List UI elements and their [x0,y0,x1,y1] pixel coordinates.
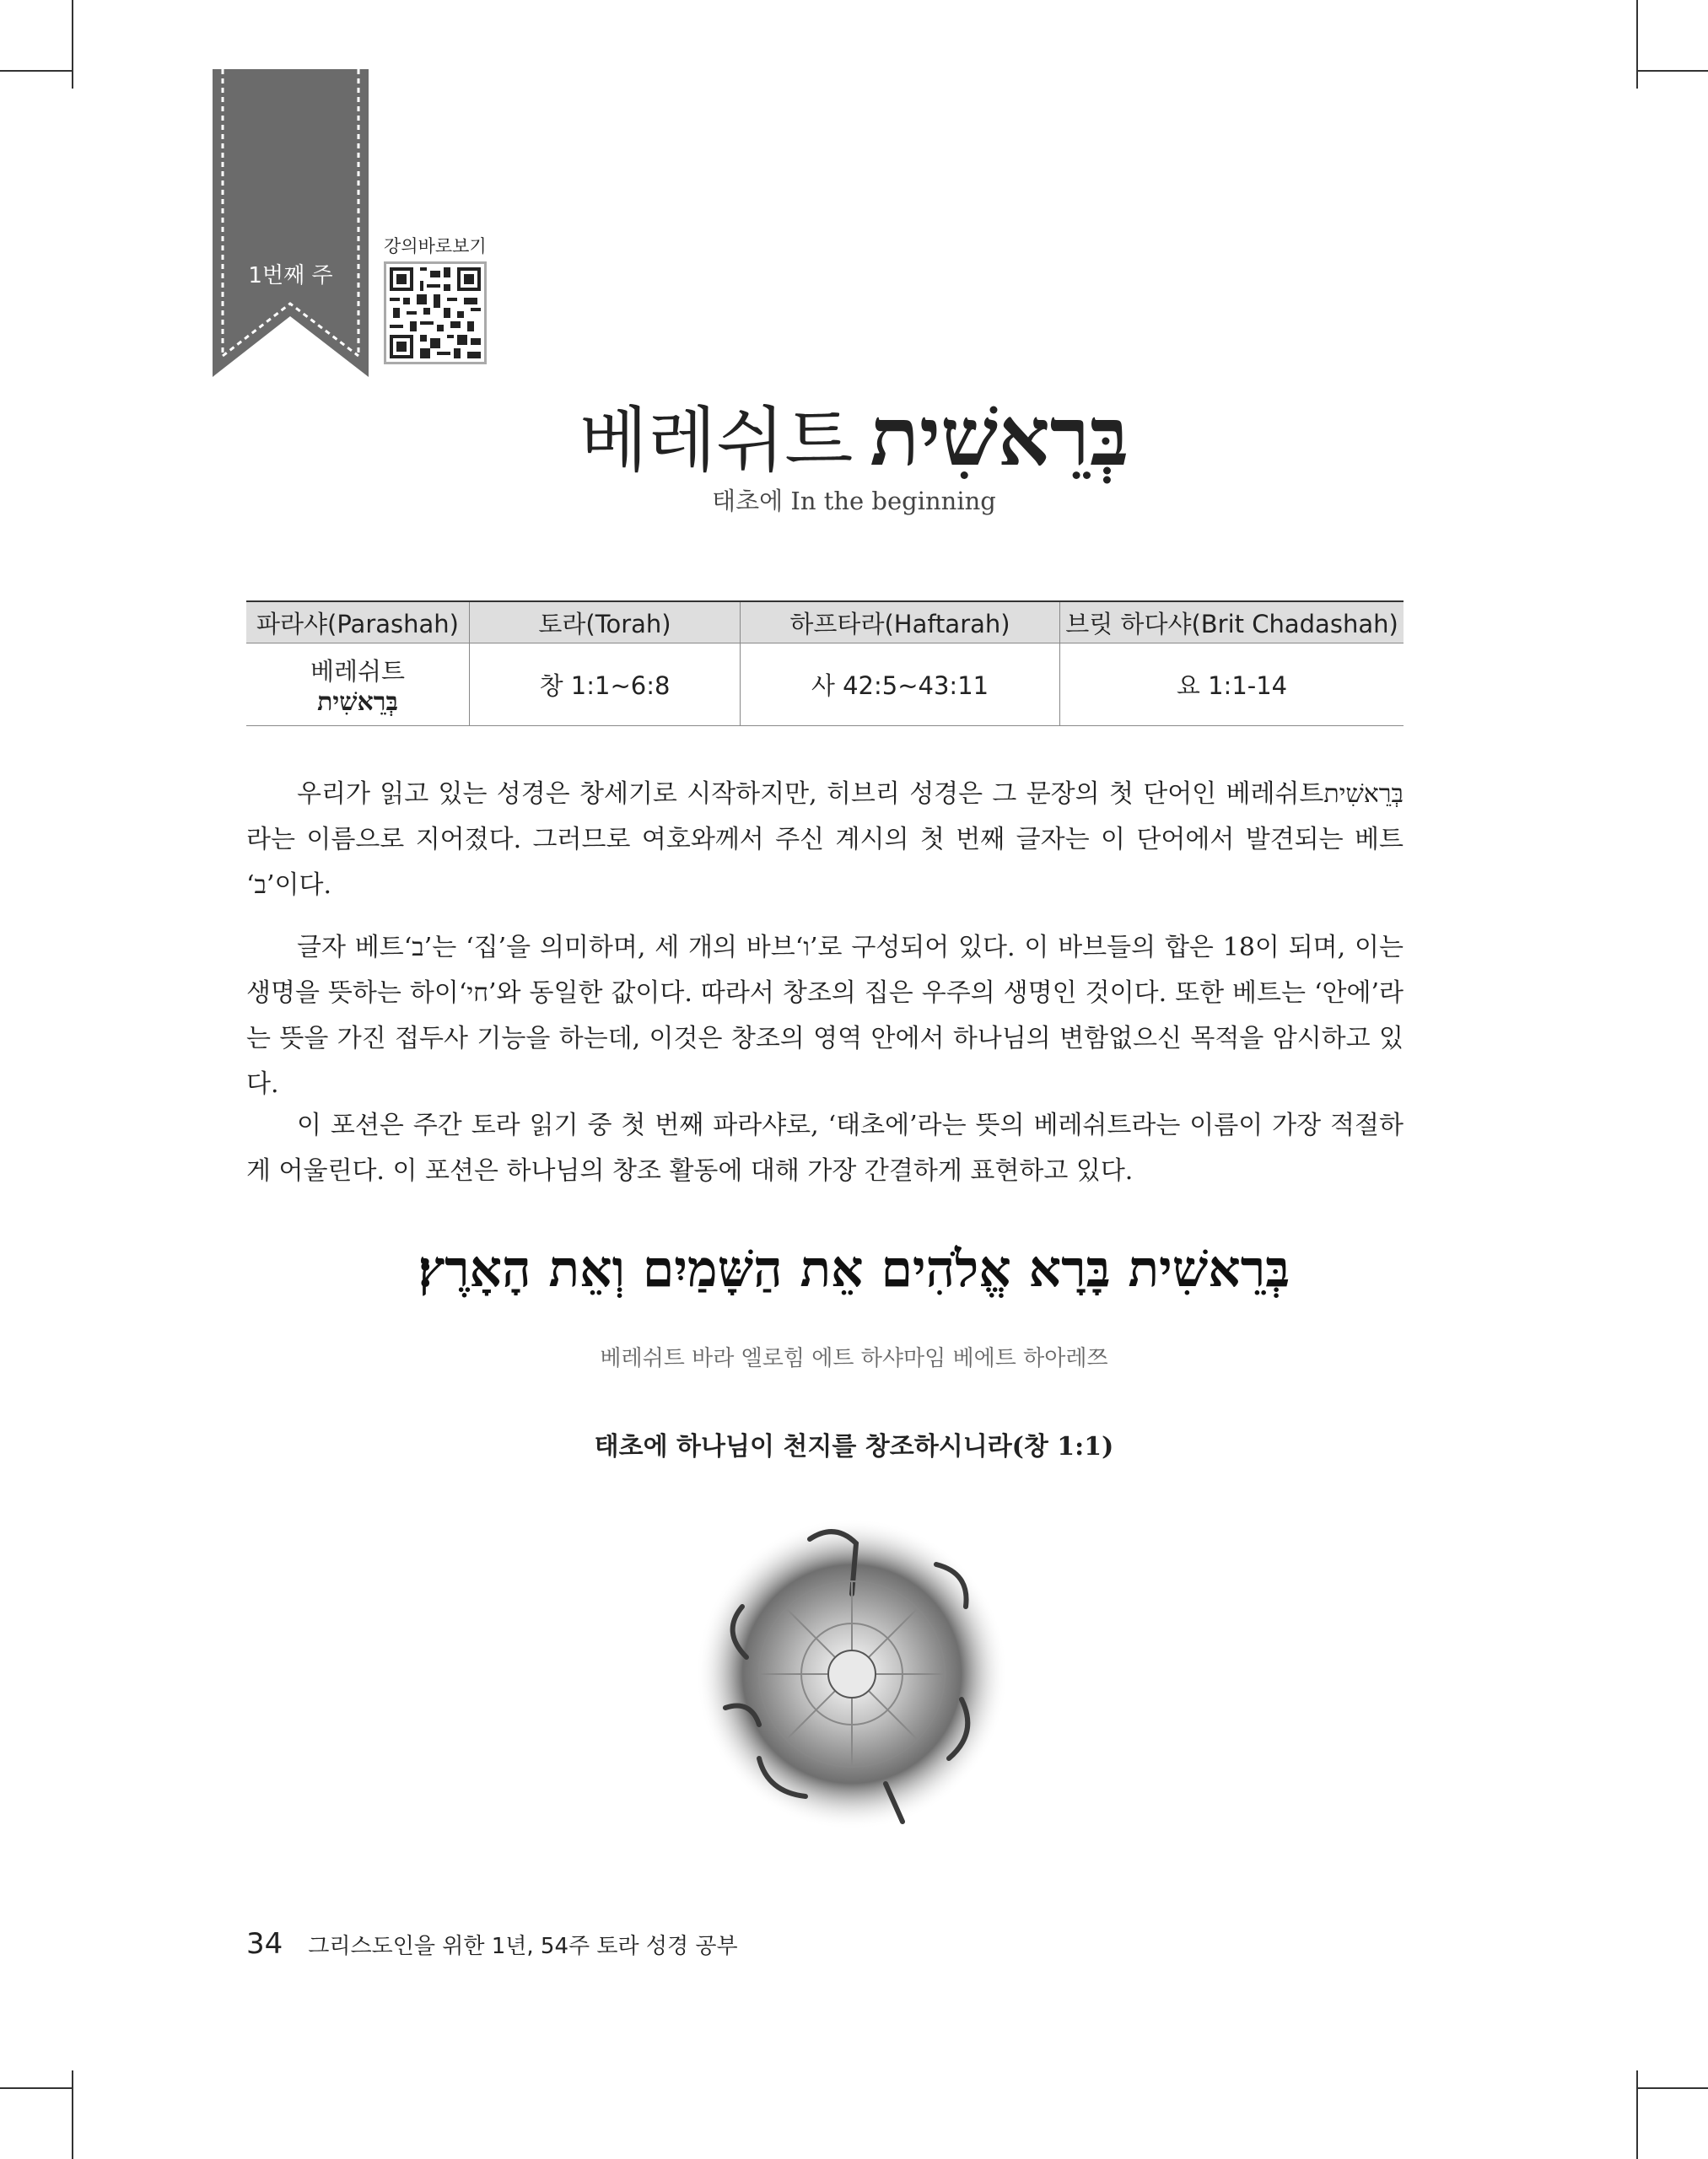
verse-hebrew: בְּרֵאשִׁית בָּרָא אֱלֹהִים אֵת הַשָּׁמַיִם וְאֵת הָאָרֶץ׃ [418,1240,1290,1299]
cell-parashah-hebrew: בְּרֵאשִׁית [317,686,398,717]
qr-code[interactable] [384,261,487,364]
table-row [246,643,1404,726]
header-torah: 토라(Torah) [470,601,741,643]
paragraph-2: 글자 베트‘ב’는 ‘집’을 의미하며, 세 개의 바브‘ו’로 구성되어 있다. 이 바브들의 합은 18이 되며, 이는 생명을 뜻하는 하이‘חי’와 동일한 값이다. 따라서 창조의 집은 우주의 생명인 것이다. 또한 베트는 ‘안에’라는 뜻을 가진 접두사 기능을 하는데, 이것은 창조의 영역 안에서 하나님의 변함없으신 목적을 암시하고 있다. [246,933,1404,1099]
page-title [0,384,1708,486]
header-haftarah: 하프타라(Haftarah) [741,601,1060,643]
crop-mark-bl-h [0,2087,72,2089]
cell-haftarah: 사 42:5~43:11 [741,643,1060,726]
cell-brit: 요 1:1-14 [1060,643,1404,726]
paragraph-3: 이 포션은 주간 토라 읽기 중 첫 번째 파라샤로, ‘태초에’라는 뜻의 베레쉬트라는 이름이 가장 적절하게 어울린다. 이 포션은 하나님의 창조 활동에 대해 가장 간결하게 표현하고 있다. [246,1111,1404,1186]
paragraph-1: 우리가 읽고 있는 성경은 창세기로 시작하지만, 히브리 성경은 그 문장의 첫 단어인 베레쉬트בְּרֵאשִׁית라는 이름으로 지어졌다. 그러므로 여호와께서 주신 계시의 첫 번째 글자는 이 단어에서 발견되는 베트 ‘ב’이다. [246,779,1404,900]
crop-mark-tr-h [1636,70,1708,72]
header-parashah: 파라샤(Parashah) [246,601,470,643]
title-hebrew: בְּרֵאשִׁית [870,389,1129,484]
page-number: 34 [246,1927,283,1961]
crop-mark-tl-h [0,70,72,72]
cell-parashah [246,643,470,726]
cell-torah: 창 1:1~6:8 [470,643,741,726]
creation-illustration [683,1505,1021,1843]
header-brit: 브릿 하다샤(Brit Chadashah) [1060,601,1404,643]
verse-translation: 태초에 하나님이 천지를 창조하시니라(창 1:1) [594,1432,1114,1462]
crop-mark-tl-v [72,0,73,89]
week-ribbon [213,69,369,377]
crop-mark-br-v [1636,2070,1638,2159]
portion-table [246,600,1404,726]
page-footer [246,1927,738,1961]
qr-caption: 강의바로보기 [384,236,487,256]
verse-transliteration: 베레쉬트 바라 엘로힘 에트 하샤마임 베에트 하아레쯔 [600,1346,1108,1371]
cell-parashah-korean: 베레쉬트 [310,656,406,686]
table-header-row [246,601,1404,643]
crop-mark-bl-v [72,2070,73,2159]
week-label: 1번째 주 [248,263,333,288]
title-korean: 베레쉬트 [579,399,854,482]
crop-mark-br-h [1636,2087,1708,2089]
subtitle: 태초에 In the beginning [712,487,996,515]
crop-mark-tr-v [1636,0,1638,89]
book-title: 그리스도인을 위한 1년, 54주 토라 성경 공부 [308,1934,738,1959]
